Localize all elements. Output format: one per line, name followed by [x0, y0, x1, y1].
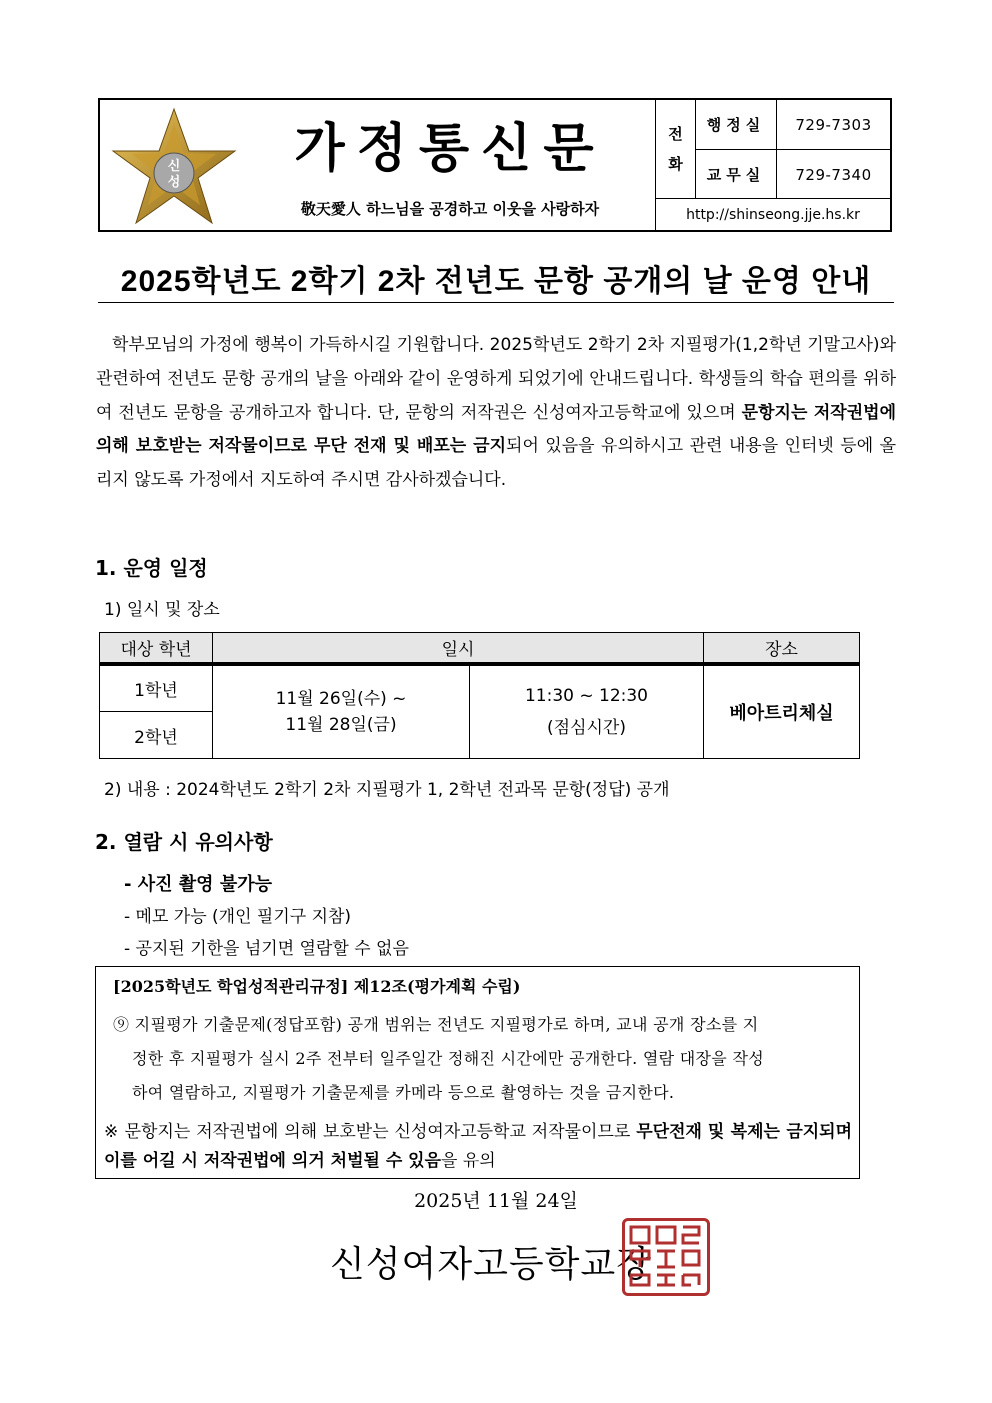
- col-header-place: 장소: [703, 632, 860, 663]
- copyright-warning: [104, 1118, 852, 1176]
- regulation-line-1: ⑨ 지필평가 기출문제(정답포함) 공개 범위는 전년도 지필평가로 하며, 교내 공개 장소를 지: [113, 1015, 759, 1034]
- academic-office-label: 교무실: [696, 150, 777, 199]
- section1-heading: 1. 운영 일정: [95, 556, 208, 580]
- warning-text-2: 을 유의: [441, 1151, 496, 1171]
- date-line-1: 11월 26일(수) ~: [275, 689, 407, 709]
- title-underline: [98, 302, 894, 303]
- caution-item-2: - 메모 가능 (개인 필기구 지참): [124, 907, 352, 927]
- section2-heading: 2. 열람 시 유의사항: [95, 830, 273, 854]
- seal-pattern: [625, 1221, 707, 1293]
- svg-text:성: 성: [167, 175, 181, 190]
- time-range-cell: [469, 665, 704, 759]
- admin-office-number: 729-7303: [795, 115, 872, 134]
- school-url[interactable]: http://shinseong.jje.hs.kr: [686, 206, 860, 223]
- caution-item-1: - 사진 촬영 불가능: [124, 874, 272, 895]
- phone-label-bottom: 화: [668, 155, 683, 173]
- warning-bold-2: 및 복제는 금지되며 이를 어길 시 저작권법에 의거 처벌될 수 있음: [104, 1122, 853, 1171]
- grade-1-cell: 1학년: [99, 665, 213, 712]
- school-motto: 敬天愛人 하느님을 공경하고 이웃을 사랑하자: [300, 200, 600, 218]
- academic-office-number: 729-7340: [795, 165, 872, 184]
- regulation-line-3: 하여 열람하고, 지필평가 기출문제를 카메라 등으로 촬영하는 것을 금지한다.: [132, 1083, 675, 1102]
- phone-label-top: 전: [668, 125, 683, 143]
- section1-sub2: 2) 내용 : 2024학년도 2학기 2차 지필평가 1, 2학년 전과목 문항(정답) 공개: [104, 780, 670, 800]
- admin-office-label: 행정실: [696, 100, 777, 149]
- date-range-cell: [212, 665, 470, 759]
- warning-bold-1: 무단전재: [636, 1122, 702, 1142]
- principal-signature: 신성여자고등학교장: [330, 1244, 652, 1285]
- intro-copyright-bold: 문항지는 저작권법에 의해 보호받는 저작물이므로 무단 전재 및 배포는 금지: [96, 402, 896, 457]
- section1-sub1: 1) 일시 및 장소: [104, 600, 220, 620]
- intro-text-2: 되어 있음을 유의하시고 관련 내용을 인터넷 등에 올리지 않도록 가정에서 지도하여 주시면 감사하겠습니다.: [96, 436, 896, 491]
- phone-row-academic: [696, 150, 890, 199]
- time-line-2: (점심시간): [547, 718, 626, 738]
- col-header-date: 일시: [212, 632, 704, 663]
- caution-item-3: - 공지된 기한을 넘기면 열람할 수 없음: [124, 939, 409, 959]
- newsletter-title: 가정통신문: [294, 118, 606, 179]
- schedule-table: [99, 632, 860, 759]
- intro-paragraph: [96, 329, 896, 498]
- school-star-logo: [108, 105, 240, 229]
- regulation-line-2: 정한 후 지필평가 실시 2주 전부터 일주일간 정해진 시간에만 공개한다. 열람 대장을 작성: [132, 1049, 764, 1068]
- grade-2-cell: 2학년: [99, 711, 213, 759]
- col-header-grade: 대상 학년: [99, 632, 213, 663]
- time-line-1: 11:30 ~ 12:30: [524, 686, 649, 706]
- issue-date: 2025년 11월 24일: [414, 1190, 578, 1212]
- warning-text-1: ※ 문항지는 저작권법에 의해 보호받는 신성여자고등학교 저작물이므로: [104, 1122, 637, 1142]
- regulation-heading: [2025학년도 학업성적관리규정] 제12조(평가계획 수립): [113, 977, 521, 996]
- document-title: 2025학년도 2학기 2차 전년도 문항 공개의 날 운영 안내: [120, 265, 872, 298]
- phone-row-admin: [696, 100, 890, 149]
- table-header-rule: [99, 663, 860, 665]
- official-seal: [622, 1218, 710, 1296]
- phone-label: [656, 100, 696, 198]
- place-cell: 베아트리체실: [703, 665, 860, 759]
- intro-text-1: 학부모님의 가정에 행복이 가득하시길 기원합니다. 2025학년도 2학기 2차 지필평가(1,2학년 기말고사)와 관련하여 전년도 문항 공개의 날을 아래와 같이 운영하게 되었기에 안내드립니다. 학생들의 학습 편의를 위하여 전년도 문항을 공개하고자 합니다. 단, 문항의 저작권은 신성여자고등학교에 있으며: [96, 335, 896, 423]
- svg-text:신: 신: [167, 159, 181, 174]
- date-line-2: 11월 28일(금): [285, 715, 397, 735]
